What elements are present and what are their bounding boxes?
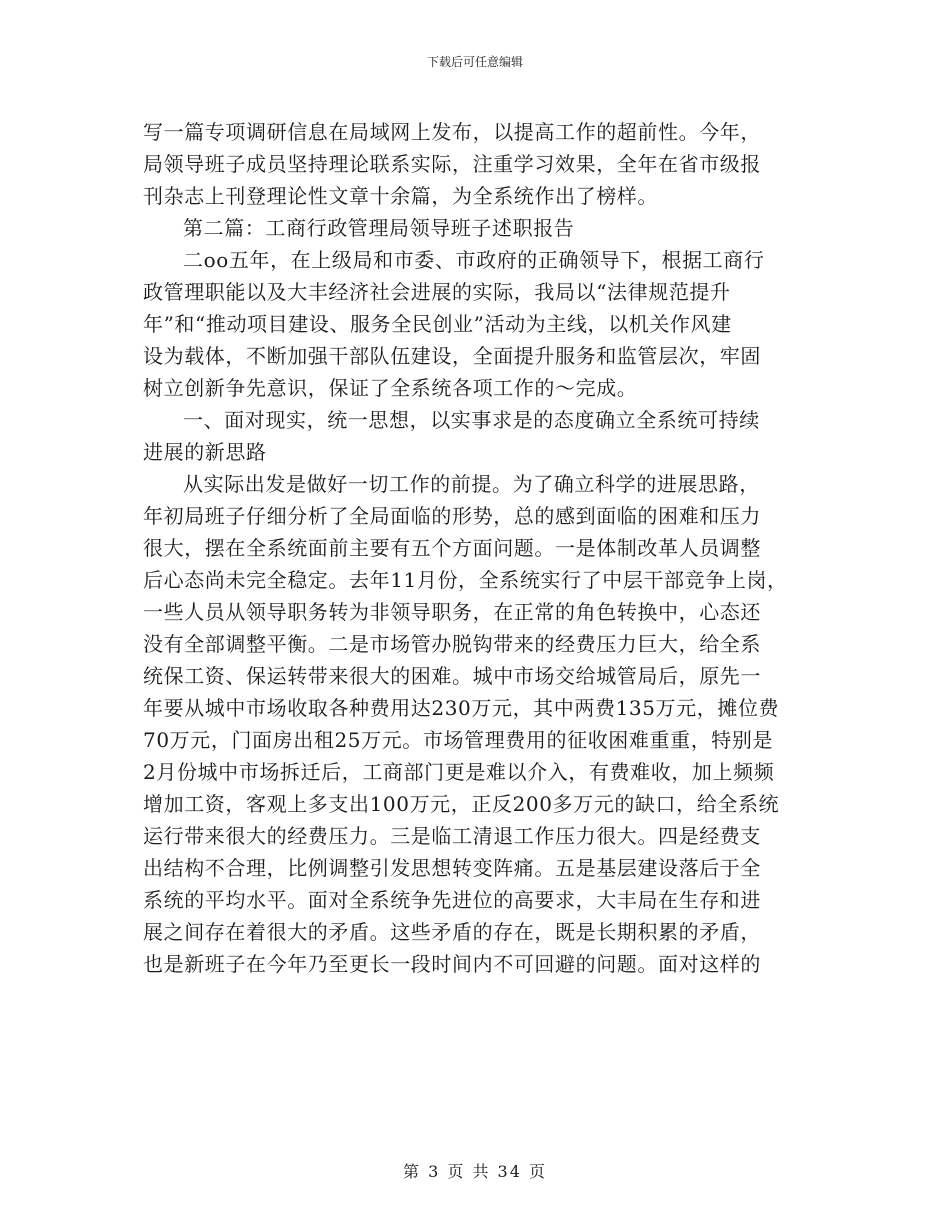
text-line: 局领导班子成员坚持理论联系实际，注重学习效果，全年在省市级报	[143, 152, 761, 176]
text-line: 刊杂志上刊登理论性文章十余篇，为全系统作出了榜样。	[143, 184, 658, 208]
text-line: 运行带来很大的经费压力。三是临工清退工作压力很大。四是经费支	[143, 824, 761, 848]
text-line: 很大，摆在全系统面前主要有五个方面问题。一是体制改革人员调整	[143, 536, 761, 560]
text-line: 后心态尚未完全稳定。去年11月份，全系统实行了中层干部竞争上岗，	[143, 568, 788, 592]
text-line: 设为载体，不断加强干部队伍建设，全面提升服务和监管层次，牢固	[143, 344, 761, 368]
text-line: 也是新班子在今年乃至更长一段时间内不可回避的问题。面对这样的	[143, 952, 761, 976]
text-line: 系统的平均水平。面对全系统争先进位的高要求，大丰局在生存和进	[143, 888, 761, 912]
text-line: 写一篇专项调研信息在局域网上发布，以提高工作的超前性。今年，	[143, 120, 761, 144]
text-line: 从实际出发是做好一切工作的前提。为了确立科学的进展思路，	[183, 472, 760, 496]
section-heading: 第二篇：工商行政管理局领导班子述职报告	[183, 216, 575, 240]
text-line: 统保工资、保运转带来很大的困难。城中市场交给城管局后，原先一	[143, 664, 761, 688]
text-line: 树立创新争先意识，保证了全系统各项工作的～完成。	[143, 376, 638, 400]
text-line: 没有全部调整平衡。二是市场管办脱钩带来的经费压力巨大，给全系	[143, 632, 761, 656]
text-line: 70万元，门面房出租25万元。市场管理费用的征收困难重重，特别是	[143, 728, 774, 752]
text-line: 年初局班子仔细分析了全局面临的形势，总的感到面临的困难和压力	[143, 504, 761, 528]
page-header: 下载后可任意编辑	[426, 55, 523, 69]
text-line: 2月份城中市场拆迁后，工商部门更是难以介入，有费难收，加上频频	[143, 760, 775, 784]
text-line: 一些人员从领导职务转为非领导职务，在正常的角色转换中，心态还	[143, 600, 761, 624]
text-line: 政管理职能以及大丰经济社会进展的实际，我局以“法律规范提升	[143, 280, 731, 304]
document-body	[143, 116, 813, 980]
text-line: 二oo五年，在上级局和市委、市政府的正确领导下，根据工商行	[183, 248, 765, 272]
text-line: 年”和“推动项目建设、服务全民创业”活动为主线，以机关作风建	[143, 312, 732, 336]
text-line: 出结构不合理，比例调整引发思想转变阵痛。五是基层建设落后于全	[143, 856, 761, 880]
subsection-heading: 一、面对现实，统一思想，以实事求是的态度确立全系统可持续	[183, 408, 760, 432]
page-number-footer: 第 3 页 共 34 页	[403, 1162, 547, 1181]
text-line: 增加工资，客观上多支出100万元，正反200多万元的缺口，给全系统	[143, 792, 780, 816]
text-line: 展之间存在着很大的矛盾。这些矛盾的存在，既是长期积累的矛盾，	[143, 920, 761, 944]
subsection-heading-cont: 进展的新思路	[143, 440, 267, 464]
text-line: 年要从城中市场收取各种费用达230万元，其中两费135万元，摊位费	[143, 696, 780, 720]
